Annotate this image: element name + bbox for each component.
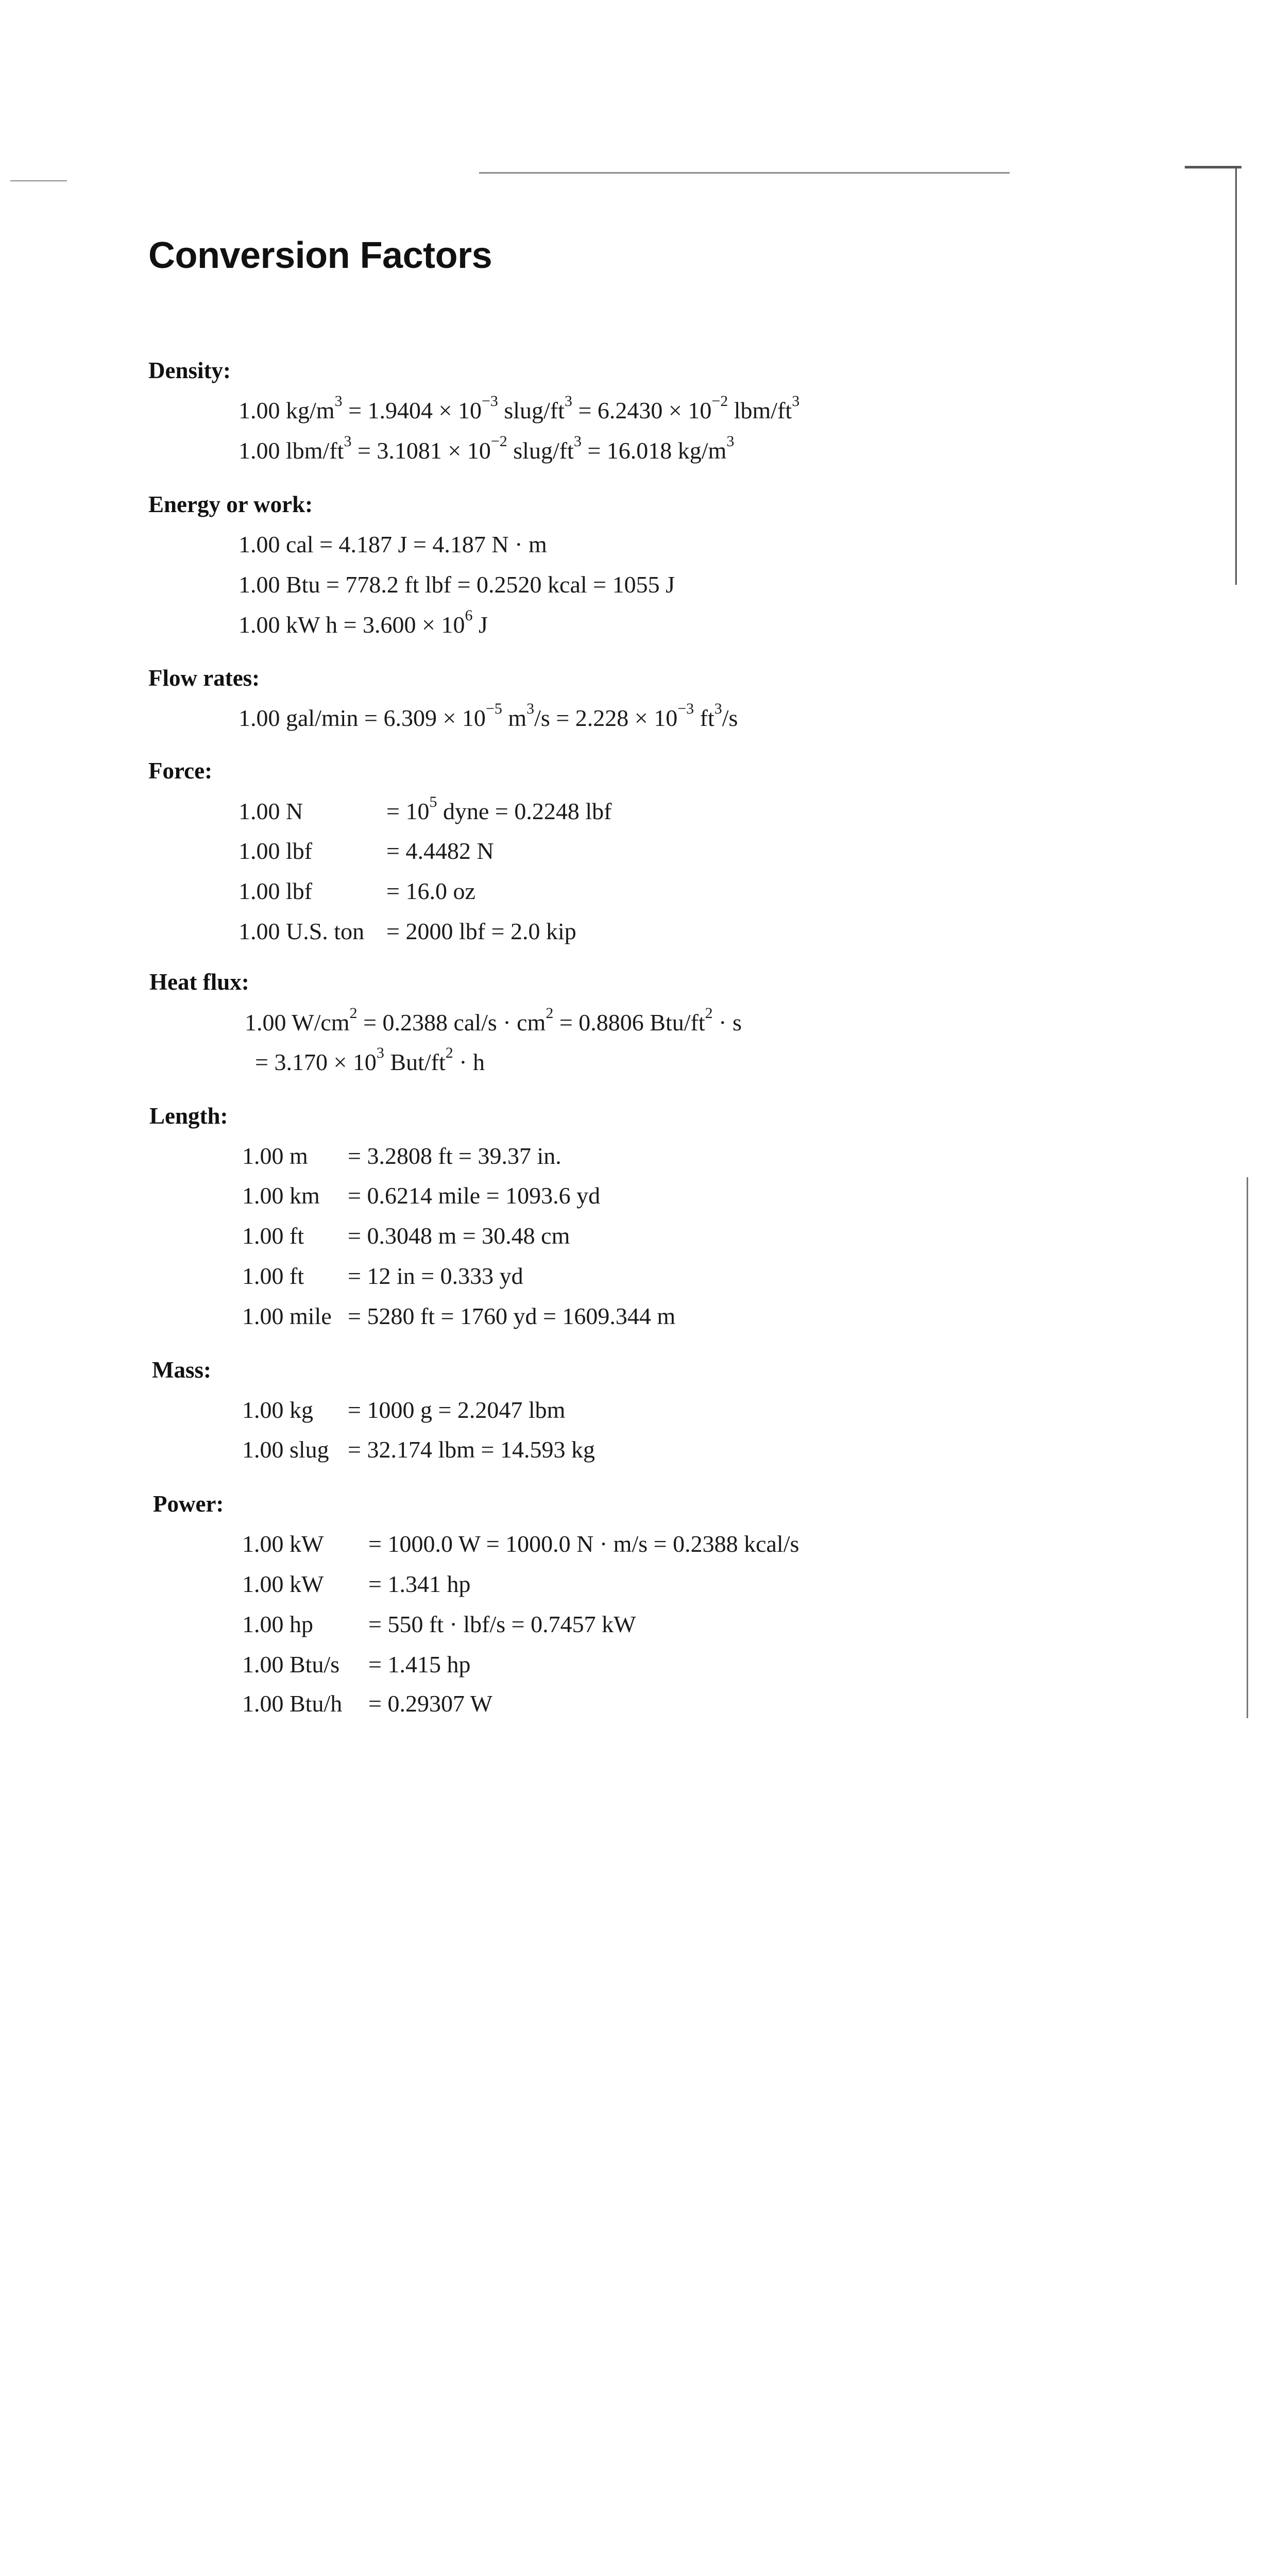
conversion-row-force-2 (239, 837, 494, 865)
scan-edge-line-top (479, 172, 1010, 174)
conversion-rhs: = 0.6214 mile = 1093.6 yd (348, 1182, 601, 1209)
conversion-lhs: 1.00 kg (242, 1397, 313, 1423)
conversion-row-heatflux-2: = $3.170 \times 10^3$ But/$ft^2 \cdot h$ (255, 1044, 485, 1075)
conversion-lhs: 1.00 N (239, 798, 303, 824)
conversion-row-length-5 (242, 1302, 675, 1330)
conversion-row-mass-2 (242, 1436, 595, 1463)
conversion-rhs: = 1000.0 W = 1000.0 N · m/s = 0.2388 kcal/s (368, 1531, 799, 1557)
conversion-lhs: 1.00 slug (242, 1436, 329, 1463)
section-heading-mass: Mass: (152, 1357, 211, 1383)
section-heading-power: Power: (153, 1491, 224, 1517)
conversion-lhs: 1.00 km (242, 1182, 320, 1209)
conversion-row-mass-1 (242, 1396, 565, 1423)
conversion-lhs: 1.00 lbf (239, 878, 313, 904)
conversion-lhs: 1.00 kW (242, 1531, 324, 1557)
conversion-row-energy-3: 1.00 kW $h = 3.600 \times 10^6$ J (239, 607, 488, 638)
conversion-rhs: = 1000 g = 2.2047 lbm (348, 1397, 566, 1423)
page-title: Conversion Factors (148, 235, 492, 276)
conversion-row-power-3 (242, 1611, 636, 1638)
conversion-rhs: = $10^5$ dyne = 0.2248 lbf (386, 793, 612, 824)
conversion-row-density-2: 1.00 lbm/$ft^3 = 3.1081 \times 10^{-2}$ slug/$ft^3 = 16.018$ $kg/m^3$ (239, 433, 735, 464)
scan-edge-line-right-lower (1247, 1177, 1248, 1718)
conversion-rhs: = 550 ft · lbf/s = 0.7457 kW (368, 1611, 636, 1637)
conversion-lhs: 1.00 m (242, 1143, 308, 1169)
conversion-row-heatflux-1: 1.00 $W/cm^2 = 0.2388$ $cal/s \cdot cm^2 = 0.8806$ Btu/$ft^2 \cdot s$ (245, 1005, 742, 1036)
conversion-row-length-4 (242, 1262, 523, 1290)
conversion-row-length-3 (242, 1222, 570, 1249)
conversion-rhs: = 32.174 lbm = 14.593 kg (348, 1436, 595, 1463)
conversion-row-power-4 (242, 1651, 470, 1678)
conversion-rhs: = 2000 lbf = 2.0 kip (386, 918, 576, 944)
conversion-row-power-5 (242, 1690, 492, 1717)
section-heading-energy: Energy or work: (148, 492, 313, 517)
section-heading-length: Length: (149, 1103, 228, 1129)
scan-edge-line-corner (1185, 166, 1241, 168)
conversion-rhs: = 3.2808 ft = 39.37 in. (348, 1143, 561, 1169)
section-heading-density: Density: (148, 358, 231, 383)
conversion-row-power-1 (242, 1530, 799, 1557)
conversion-row-length-1 (242, 1142, 561, 1170)
section-heading-force: Force: (148, 758, 213, 784)
conversion-row-force-3 (239, 877, 475, 905)
conversion-row-energy-1: 1.00 cal = 4.187 J = 4.187 N · m (239, 531, 547, 557)
conversion-row-density-1: 1.00 $kg/m^3 = 1.9404 \times 10^{-3}$ slug/$ft^3 = 6.2430 \times 10^{-2}$ lbm/$ft^3$ (239, 393, 800, 423)
conversion-row-force-1 (239, 793, 612, 825)
conversion-row-energy-2: 1.00 Btu = 778.2 ft lbf = 0.2520 kcal = 1055 J (239, 571, 675, 598)
conversion-row-length-2 (242, 1182, 600, 1209)
conversion-rhs: = 5280 ft = 1760 yd = 1609.344 m (348, 1303, 676, 1329)
conversion-rhs: = 16.0 oz (386, 878, 475, 904)
conversion-lhs: 1.00 lbf (239, 838, 313, 864)
conversion-lhs: 1.00 hp (242, 1611, 313, 1637)
conversion-row-force-4 (239, 918, 576, 945)
conversion-rhs: = 12 in = 0.333 yd (348, 1263, 523, 1289)
scan-edge-line-right-upper (1235, 167, 1237, 585)
conversion-row-flow-1: 1.00 $gal/\min = 6.309 \times 10^{-5}$ $m^3/s = 2.228 \times 10^{-3}$ $ft^3/s$ (239, 700, 738, 731)
conversion-rhs: = 4.4482 N (386, 838, 494, 864)
conversion-lhs: 1.00 Btu/s (242, 1651, 340, 1677)
conversion-lhs: 1.00 ft (242, 1223, 304, 1249)
conversion-row-power-2 (242, 1570, 470, 1598)
conversion-rhs: = 1.341 hp (368, 1571, 471, 1597)
conversion-rhs: = 0.3048 m = 30.48 cm (348, 1223, 570, 1249)
section-heading-heatflux: Heat flux: (149, 969, 249, 995)
conversion-lhs: 1.00 mile (242, 1303, 332, 1329)
conversion-lhs: 1.00 ft (242, 1263, 304, 1289)
conversion-lhs: 1.00 kW (242, 1571, 324, 1597)
conversion-lhs: 1.00 Btu/h (242, 1690, 343, 1717)
conversion-rhs: = 1.415 hp (368, 1651, 471, 1677)
scan-edge-line-left (10, 180, 67, 181)
conversion-rhs: = 0.29307 W (368, 1690, 493, 1717)
conversion-lhs: 1.00 U.S. ton (239, 918, 365, 944)
section-heading-flow: Flow rates: (148, 665, 260, 691)
